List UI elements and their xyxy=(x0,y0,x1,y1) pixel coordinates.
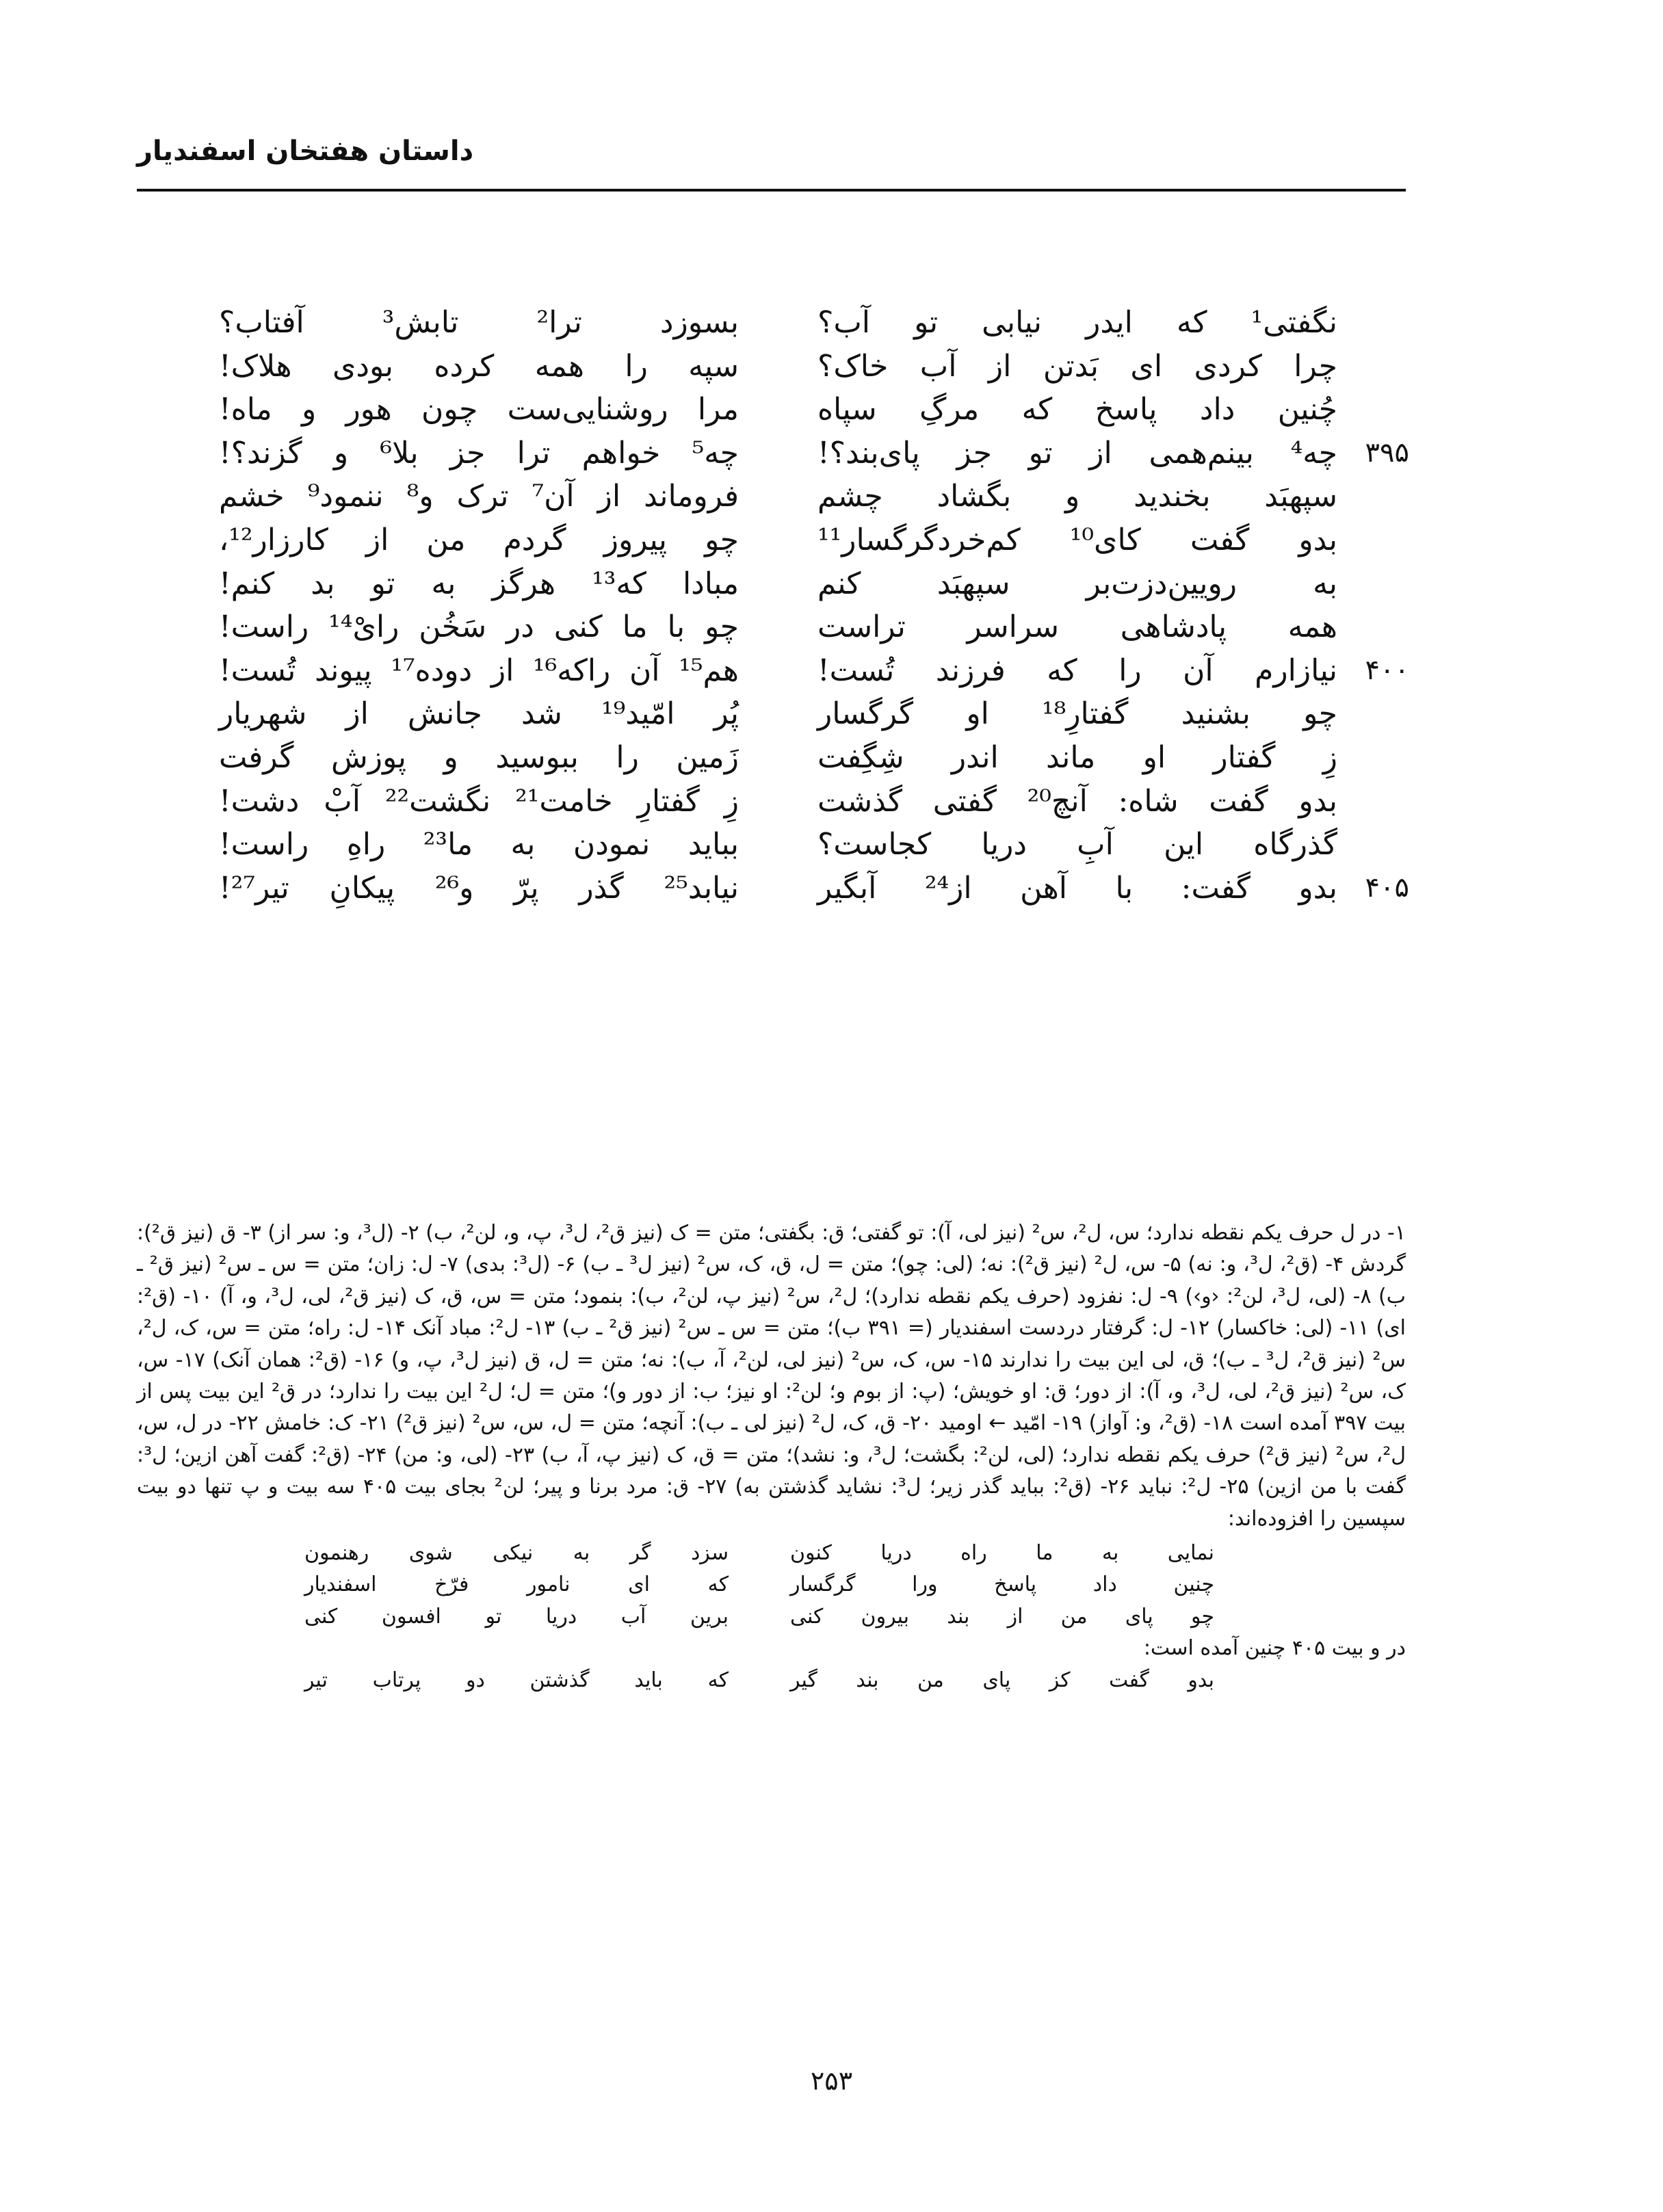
hemistich-second: چو با ما کنی در سَخُن رایْ¹⁴ راست! xyxy=(219,609,739,645)
verse-number: ۴۰۵ xyxy=(1365,871,1409,904)
hemistich-second: فروماند از آن⁷ ترک و⁸ ننمود⁹ خشم xyxy=(219,479,739,514)
hemistich-text: چو بشنید گفتارِ¹⁸ او گرگسار xyxy=(817,696,1337,732)
footnotes xyxy=(137,1217,1406,1696)
hemistich-second: سپه را همه کرده بودی هلاک! xyxy=(219,348,739,384)
hemistich-first xyxy=(817,432,1409,475)
hemistich: چنین داد پاسخ ورا گرگسار xyxy=(790,1572,1214,1597)
hemistich-first xyxy=(817,736,1337,780)
hemistich-text: بدو گفت کای¹⁰ کم‌خردگرگسار¹¹ xyxy=(817,522,1337,557)
hemistich-second: زَمین را ببوسید و پوزش گرفت xyxy=(219,739,739,775)
hemistich-second: مبادا که¹³ هرگز به تو بد کنم! xyxy=(219,566,739,601)
hemistich-text: به رویین‌دزت‌بر سپهبَد کنم xyxy=(817,566,1337,601)
hemistich-first xyxy=(817,518,1337,562)
hemistich-first xyxy=(817,301,1337,345)
hemistich-first xyxy=(817,823,1337,867)
verse-number: ۳۹۵ xyxy=(1365,436,1409,469)
hemistich-first xyxy=(817,649,1409,693)
verse-number: ۴۰۰ xyxy=(1365,654,1409,686)
hemistich-text: بدو گفت شاه: آنچ²⁰ گفتی گذشت xyxy=(817,783,1337,819)
hemistich-second: بباید نمودن به ما²³ راهِ راست! xyxy=(219,827,739,863)
page-header xyxy=(137,130,1406,192)
hemistich-second: نیابد²⁵ گذر پرّ و²⁶ پیکانِ تیر²⁷! xyxy=(219,870,739,906)
hemistich-text: سپهبَد بخندید و بگشاد چشم xyxy=(817,479,1337,514)
hemistich: برین آب دریا تو افسون کنی xyxy=(304,1604,729,1629)
hemistich-second: چه⁵ خواهم ترا جز بلا⁶ و گزند؟! xyxy=(219,435,739,471)
hemistich-second: چو پیروز گردم من از کارزار¹²، xyxy=(219,522,739,557)
hemistich-text: نگفتی¹ که ایدر نیابی تو آب؟ xyxy=(817,305,1337,340)
hemistich-text: بدو گفت: با آهن از²⁴ آبگیر xyxy=(817,870,1337,906)
hemistich-text: چه⁴ بینم‌همی از تو جز پای‌بند؟! xyxy=(817,435,1337,471)
verse-column-second-hemistich xyxy=(219,301,739,910)
hemistich-second: زِ گفتارِ خامت²¹ نگشت²² آبْ دشت! xyxy=(219,783,739,819)
hemistich-text: نیازارم آن را که فرزند تُست! xyxy=(817,653,1337,688)
hemistich-second: بسوزد ترا² تابش³ آفتاب؟ xyxy=(219,305,739,340)
hemistich-text: زِ گفتار او ماند اندر شِگِفت xyxy=(817,739,1337,775)
hemistich-first xyxy=(817,475,1337,518)
hemistich-text: چُنین داد پاسخ که مرگِ سپاه xyxy=(817,392,1337,427)
hemistich: چو پای من از بند بیرون کنی xyxy=(790,1604,1214,1629)
hemistich: که ای نامور فرّخ اسفندیار xyxy=(304,1572,729,1597)
hemistich-second: مرا روشنایی‌ست چون هور و ماه! xyxy=(219,392,739,427)
page-number: ۲۵۳ xyxy=(810,2066,853,2096)
hemistich-text: گذرگاه این آبِ دریا کجاست؟ xyxy=(817,827,1337,863)
hemistich-first xyxy=(817,388,1337,432)
running-title: داستان هفتخان اسفندیار xyxy=(137,135,474,167)
hemistich: بدو گفت کز پای من بند گیر xyxy=(790,1668,1214,1692)
verse-area xyxy=(219,301,1409,1040)
hemistich-text: همه پادشاهی سراسر تراست xyxy=(817,609,1337,645)
hemistich: سزد گر به نیکی شوی رهنمون xyxy=(304,1541,729,1566)
inserted-verse-line xyxy=(137,1601,1406,1633)
hemistich-first xyxy=(817,562,1337,606)
hemistich-first xyxy=(817,780,1337,824)
hemistich: نمایی به ما راه دریا کنون xyxy=(790,1541,1214,1566)
hemistich-first xyxy=(817,867,1409,910)
inserted-verse-line xyxy=(137,1569,1406,1601)
hemistich-first xyxy=(817,692,1337,736)
verse-column-first-hemistich xyxy=(817,301,1409,910)
footnote-note-405: در و بیت ۴۰۵ چنین آمده است: xyxy=(1143,1636,1406,1661)
hemistich-second: پُر امّید¹⁹ شد جانش از شهریار xyxy=(219,696,739,732)
footnote-apparatus: ۱- در ل حرف یکم نقطه ندارد؛ س، ل²، س² (نیز لی، آ): تو گفتی؛ ق: بگفتی؛ متن = ک (نیز ق²، ل³، پ، و، لن²، ب) ۲- (ل³، و: سر از) ۳- ق (نیز ق²): گردش ۴- (ق²، ل³، و: نه) ۵- س، ل² (نیز ق²): نه؛ (لی: چو)؛ متن = ل، ق، ک، س² (نیز ل³ ـ ب) ۶- (ل³: بدی) ۷- ل: زان؛ متن = س ـ س² (نیز ق² ـ ب) ۸- (لی، ل³، لن²: ‹و›) ۹- ل: نفزود (حرف یکم نقطه ندارد)؛ ل²، س² (نیز پ، لن²، ب): بنمود؛ متن = س، ق، ک (نیز ق²، لی، ل³، و، آ) ۱۰- (ق²: ای) ۱۱- (لی: خاکسار) ۱۲- ل: گرفتار دردست اسفندیار (= ۳۹۱ ب)؛ متن = س ـ س² (نیز ق² ـ ب) ۱۳- ل²: مباد آنک ۱۴- ل: راه؛ متن = س، ک، ل²، س² (نیز ق²، ل³ ـ ب)؛ ق، لی این بیت را ندارند ۱۵- س، ک، س² (نیز لی، لن²، آ، ب): نه؛ متن = ل، ق (نیز ل³، پ، و) ۱۶- (ق²: همان آنک) ۱۷- س، ک، س² (نیز ق²، لی، ل³، و، آ): از دور؛ ق: او خویش؛ (پ: از بوم و؛ لن²: او نیز؛ ب: از دور و)؛ متن = ل؛ ل² این بیت را ندارد؛ در ق² این بیت پس از بیت ۳۹۷ آمده است ۱۸- (ق²، و: آواز) ۱۹- امّید ← اومید ۲۰- ق، ک، ل² (نیز لی ـ ب): آنچه؛ متن = ل، س، س² (نیز ق²) ۲۱- ک: خامش ۲۲- در ل، س، ل²، س² (نیز ق²) حرف یکم نقطه ندارد؛ (لی، لن²: بگشت؛ ل³، و: نشد)؛ متن = ق، ک (نیز پ، آ، ب) ۲۳- (لی، و: من) ۲۴- (ق²: گفت آهن ازین؛ ل³: گفت با من ازین) ۲۵- ل²: نباید ۲۶- (ق²: بباید گذر زیر؛ ل³: نشاید گذشتن به) ۲۷- ق: مرد برنا و پیر؛ لن² بجای بیت ۴۰۵ سه بیت و پ تنها دو بیت سپسین را افزوده‌اند: xyxy=(137,1221,1406,1531)
hemistich-first xyxy=(817,605,1337,649)
inserted-verse-line xyxy=(137,1538,1406,1569)
hemistich-first xyxy=(817,345,1337,389)
hemistich: که باید گذشتن دو پرتاب تیر xyxy=(304,1668,729,1692)
hemistich-second: هم¹⁵ آن راکه¹⁶ از دوده¹⁷ پیوند تُست! xyxy=(219,653,739,688)
hemistich-text: چرا کردی ای بَدتن از آب خاک؟ xyxy=(817,348,1337,384)
variant-verse-line xyxy=(137,1665,1406,1696)
inserted-verses xyxy=(137,1538,1406,1633)
